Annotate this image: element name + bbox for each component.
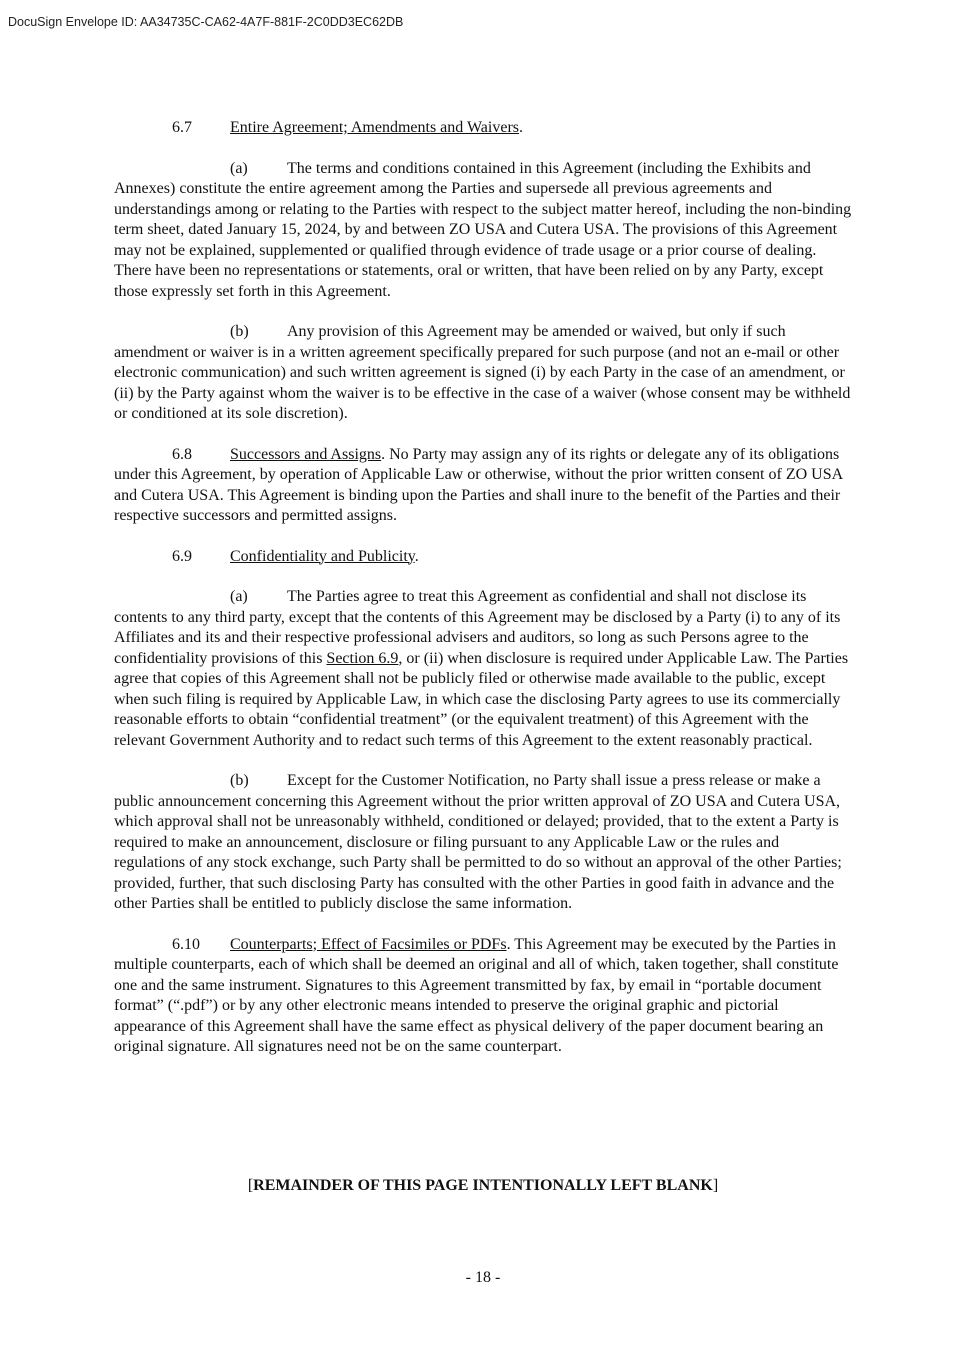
section-title: Successors and Assigns <box>230 445 382 463</box>
section-cross-reference: Section 6.9 <box>326 649 399 667</box>
clause-label: (b) <box>230 323 249 340</box>
section-6-9-heading: 6.9 Confidentiality and Publicity. <box>114 547 854 568</box>
page-number: - 18 - <box>465 1269 501 1286</box>
clause-label: (a) <box>230 588 248 605</box>
clause-text: Any provision of this Agreement may be amended or waived, but only if such amendment or waiver is in a written agreement specifically prepared for such purpose (and not an e-mail or other electronic communication) and such written agreement is signed (i) by each Party in the case of an amendment, or (ii) by the Party against whom the waiver is to be effective in the case of a waiver (whose consent may be withheld or conditioned at its sole discretion). <box>114 323 851 422</box>
clause-label: (b) <box>230 772 249 789</box>
clause-text: The Parties agree to treat this Agreement as confidential and shall not disclose its contents to any third party, except that the contents of this Agreement may be disclosed by a Party (i) to any of its Affiliates and its and their respective professional advisers and auditors, so long as such Persons agree to the confidentiality provisions of this <box>114 588 841 667</box>
clause-text: The terms and conditions contained in this Agreement (including the Exhibits and Annexes) constitute the entire agreement among the Parties and supersede all previous agreements and understandings among or relating to the Parties with respect to the subject matter hereof, including the non-binding term sheet, dated January 15, 2024, by and between ZO USA and Cutera USA. The provisions of this Agreement may not be explained, supplemented or qualified through evidence of trade usage or a prior course of dealing. There have been no representations or statements, oral or written, that have been relied on by any Party, except those expressly set forth in this Agreement. <box>114 159 852 300</box>
section-title: Confidentiality and Publicity <box>230 547 415 565</box>
section-text: . This Agreement may be executed by the Parties in multiple counterparts, each of which shall be deemed an original and all of which, taken together, shall constitute one and the same instrument. Signatures to this Agreement transmitted by fax, by email in “portable document format” (“.pdf”) or by any other electronic means intended to preserve the original graphic and pictorial appearance of this Agreement shall have the same effect as physical delivery of the paper document bearing an original signature. All signatures need not be on the same counterpart. <box>114 935 839 1055</box>
section-title: Counterparts; Effect of Facsimiles or PDFs <box>230 935 507 953</box>
section-number: 6.8 <box>172 445 192 463</box>
document-body <box>114 118 854 1078</box>
remainder-text: REMAINDER OF THIS PAGE INTENTIONALLY LEFT BLANK <box>253 1177 713 1194</box>
section-6-7-b <box>114 322 854 425</box>
clause-text: Except for the Customer Notification, no Party shall issue a press release or make a public announcement concerning this Agreement without the prior written approval of ZO USA and Cutera USA, which approval shall not be unreasonably withheld, conditioned or delayed; provided, that to the extent a Party is required to make an announcement, disclosure or filing pursuant to any Applicable Law or the rules and regulations of any stock exchange, such Party shall be permitted to do so without an approval of the other Parties; provided, further, that such disclosing Party has consulted with the other Parties in good faith in advance and the other Parties shall be entitled to publicly disclose the same information. <box>114 772 842 912</box>
section-number: 6.10 <box>172 935 200 953</box>
section-6-9-b <box>114 771 854 915</box>
section-number: 6.7 <box>172 119 192 136</box>
remainder-blank-notice: [REMAINDER OF THIS PAGE INTENTIONALLY LEFT BLANK] <box>247 1177 719 1194</box>
clause-label: (a) <box>230 159 248 177</box>
section-number: 6.9 <box>172 547 192 565</box>
docusign-envelope-id: DocuSign Envelope ID: AA34735C-CA62-4A7F-881F-2C0DD3EC62DB <box>8 15 404 29</box>
clause-text: , or (ii) when disclosure is required under Applicable Law. The Parties agree that copies of this Agreement shall not be publicly filed or otherwise made available to the public, except when such filing is required by Applicable Law, in which case the disclosing Party agrees to use its commercially reasonable efforts to obtain “confidential treatment” (or the equivalent treatment) of this Agreement with the relevant Government Authority and to redact such terms of this Agreement to the extent reasonably practical. <box>114 649 849 749</box>
section-6-10 <box>114 935 854 1058</box>
section-6-7-heading: 6.7 Entire Agreement; Amendments and Waivers. <box>114 118 854 139</box>
section-6-7-a <box>114 159 854 303</box>
section-6-8 <box>114 445 854 527</box>
section-6-9-a <box>114 587 854 751</box>
section-title: Entire Agreement; Amendments and Waivers <box>230 119 520 136</box>
section-text: . No Party may assign any of its rights or delegate any of its obligations under this Agreement, by operation of Applicable Law or otherwise, without the prior written consent of ZO USA and Cutera USA. This Agreement is binding upon the Parties and shall inure to the benefit of the Parties and their respective successors and permitted assigns. <box>114 445 843 524</box>
